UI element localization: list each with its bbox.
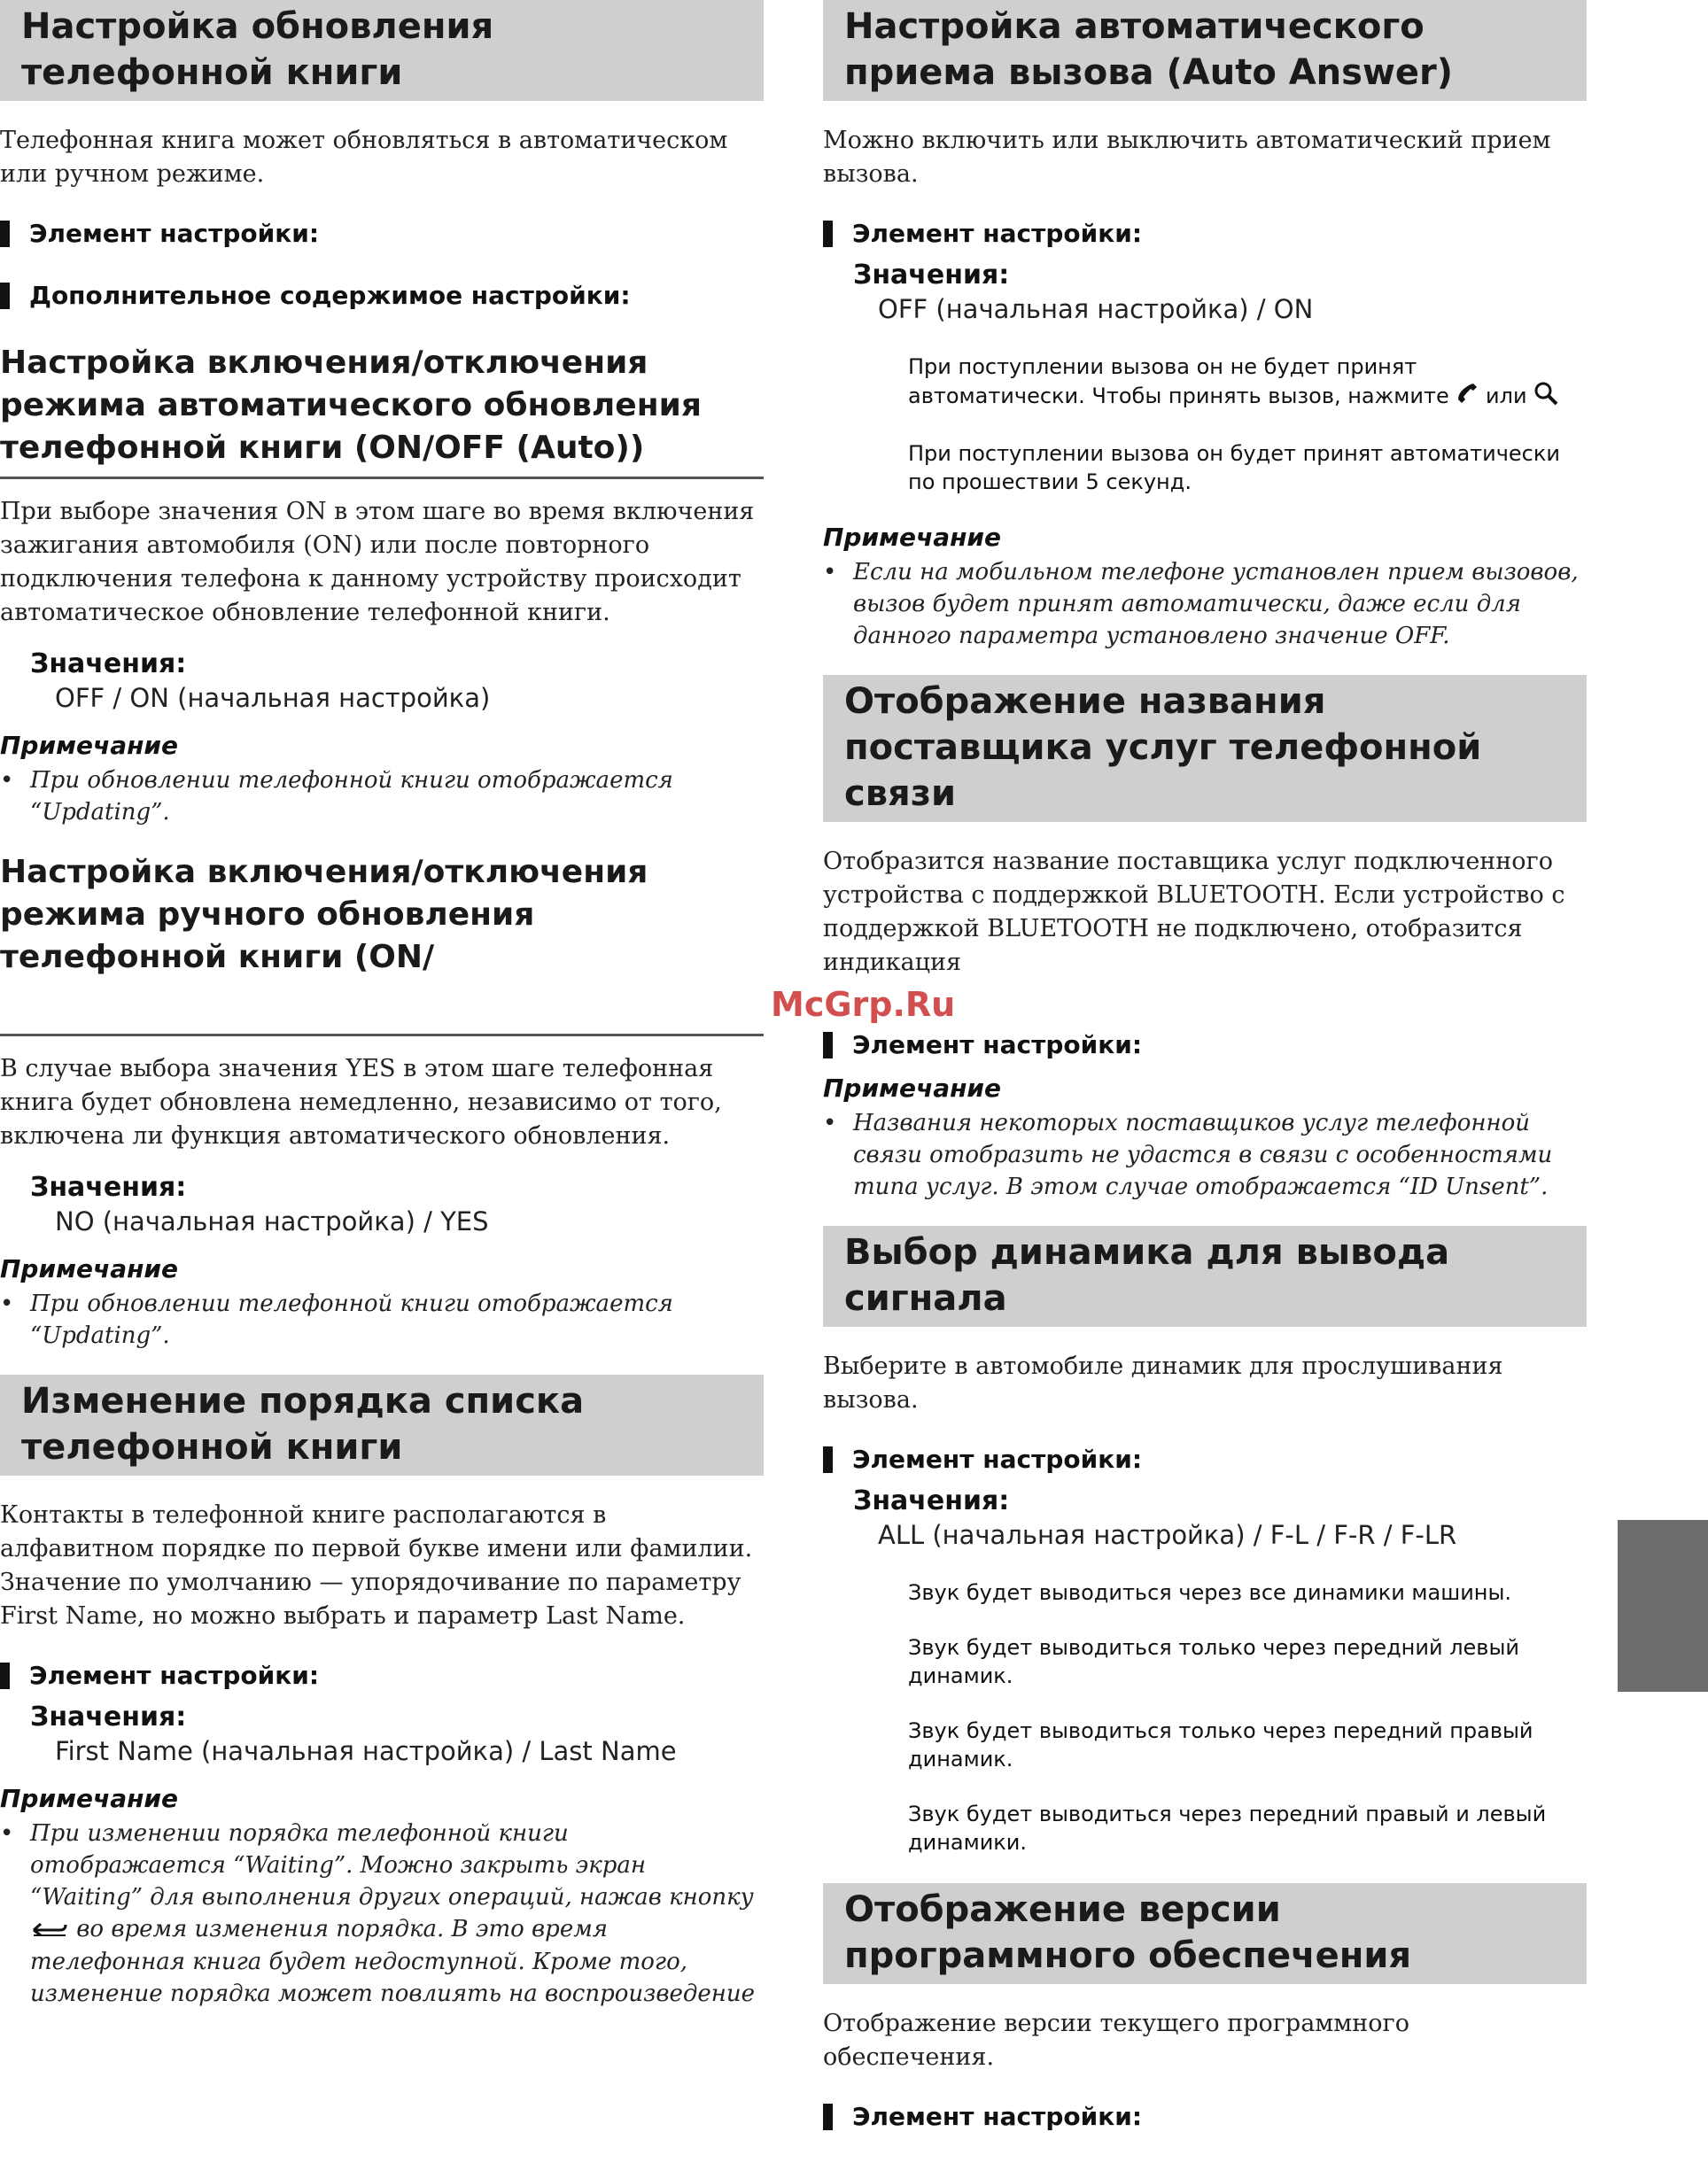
phone-icon (1456, 382, 1479, 412)
subheading-auto-update: Настройка включения/отключения режима автоматического обновления телефонной книги (ON/OFF (Auto)) (0, 342, 764, 479)
search-icon (1533, 381, 1558, 413)
note-title: Примечание (0, 1784, 179, 1813)
note-bullet: • (823, 1110, 837, 1136)
values-text: OFF (начальная настройка) / ON (878, 294, 1314, 324)
value-description-fl: Звук будет выводиться только через передний левый динамик. (908, 1635, 1519, 1688)
software-version-intro: Отображение версии текущего программного обеспечения. (823, 2010, 1409, 2071)
section-heading-software-version: Отображение версии программного обеспечения (823, 1883, 1587, 1984)
setting-item (823, 1029, 1587, 1061)
note-bullet: • (0, 1291, 14, 1317)
desc-or: или (1486, 384, 1527, 408)
values-text: ALL (начальная настройка) / F-L / F-R / F-LR (878, 1520, 1457, 1550)
back-arrow-icon (30, 1914, 69, 1946)
values-label: Значения: (853, 1485, 1010, 1516)
note-text: Названия некоторых поставщиков услуг телефонной связи отобразить не удастся в связи с особенностями типа услуг. В этом случае отображается “ID Unsent”. (853, 1110, 1553, 1200)
side-tab (1618, 1520, 1708, 1692)
value-description-fr: Звук будет выводиться только через передний правый динамик. (908, 1718, 1533, 1771)
note-bullet: • (823, 559, 837, 585)
setting-item-label: Элемент настройки: (29, 1661, 320, 1690)
sort-order-body-2: Значение по умолчанию — упорядочивание по параметру First Name, но можно выбрать и параметр Last Name. (0, 1569, 741, 1630)
auto-update-body: При выборе значения ON в этом шаге во время включения зажигания автомобиля (ON) или после повторного подключения телефона к данному устройству происходит автоматическое обновление телефонной книги. (0, 498, 755, 626)
subheading-manual-update: Настройка включения/отключения режима ручного обновления телефонной книги (ON/ (0, 851, 764, 1036)
note (0, 1818, 764, 2010)
value-description-flr: Звук будет выводиться через передний правый и левый динамики. (908, 1802, 1547, 1855)
watermark: McGrp.Ru (771, 985, 956, 1024)
bullet-bar (0, 283, 10, 309)
phonebook-update-intro: Телефонная книга может обновляться в автоматическом или ручном режиме. (0, 127, 728, 188)
note (0, 1288, 764, 1352)
note-text: Если на мобильном телефоне установлен прием вызовов, вызов будет принят автоматически, даже если для данного параметра установлено значение OFF. (853, 559, 1579, 649)
bullet-bar (823, 221, 833, 247)
note-text-part1: При изменении порядка телефонной книги отображается “Waiting”. Можно закрыть экран “Waiting” для выполнения других операций, нажав кнопку (30, 1820, 754, 1911)
note-text: При обновлении телефонной книги отображается “Updating”. (30, 767, 673, 826)
setting-item (823, 218, 1587, 250)
setting-item-label: Элемент настройки: (852, 1445, 1143, 1474)
setting-item (0, 1660, 764, 1692)
note-text: При обновлении телефонной книги отображается “Updating”. (30, 1291, 673, 1349)
speaker-intro: Выберите в автомобиле динамик для прослушивания вызова. (823, 1353, 1503, 1414)
values-label: Значения: (30, 1702, 187, 1733)
note (0, 764, 764, 828)
right-column (823, 0, 1587, 2163)
value-description-on: При поступлении вызова он будет принят автоматически по прошествии 5 секунд. (908, 441, 1560, 494)
provider-name-body: Отобразится название поставщика услуг подключенного устройства с поддержкой BLUETOOTH. Если устройство с поддержкой BLUETOOTH не подключено, отобразится индикация (823, 848, 1565, 976)
note-bullet: • (0, 1820, 14, 1847)
section-heading-sort-order: Изменение порядка списка телефонной книги (0, 1375, 764, 1476)
desc-text: При поступлении вызова он не будет принят автоматически. Чтобы принять вызов, нажмите (908, 354, 1449, 408)
setting-item-label: Элемент настройки: (852, 2102, 1143, 2131)
setting-item (0, 218, 764, 250)
setting-item-label: Элемент настройки: (852, 1030, 1143, 1059)
section-heading-phonebook-update: Настройка обновления телефонной книги (0, 0, 764, 101)
additional-setting-item (0, 280, 764, 312)
section-heading-provider-name: Отображение названия поставщика услуг телефонной связи (823, 675, 1587, 822)
setting-item-label: Элемент настройки: (852, 219, 1143, 248)
note (823, 1107, 1587, 1203)
values-label: Значения: (853, 260, 1010, 291)
setting-item (823, 1444, 1587, 1476)
note (823, 556, 1587, 652)
values-text: First Name (начальная настройка) / Last Name (55, 1736, 677, 1766)
setting-item (823, 2101, 1587, 2133)
sort-order-body-1: Контакты в телефонной книге располагаются в алфавитном порядке по первой букве имени или фамилии. (0, 1501, 753, 1562)
note-title: Примечание (823, 523, 1002, 552)
note-bullet: • (0, 767, 14, 794)
bullet-bar (823, 1446, 833, 1473)
bullet-bar (823, 1032, 833, 1058)
values-text: OFF / ON (начальная настройка) (55, 683, 491, 713)
setting-item-label: Элемент настройки: (29, 219, 320, 248)
values-label: Значения: (30, 1172, 187, 1203)
section-heading-auto-answer: Настройка автоматического приема вызова (Auto Answer) (823, 0, 1587, 101)
bullet-bar (823, 2104, 833, 2130)
note-title: Примечание (0, 1254, 179, 1283)
note-title: Примечание (0, 731, 179, 760)
values-label: Значения: (30, 648, 187, 679)
value-description-all: Звук будет выводиться через все динамики машины. (908, 1580, 1512, 1605)
note-text (30, 1818, 764, 2010)
note-title: Примечание (823, 1074, 1002, 1103)
values-text: NO (начальная настройка) / YES (55, 1206, 489, 1237)
additional-setting-label: Дополнительное содержимое настройки: (29, 281, 631, 310)
bullet-bar (0, 221, 10, 247)
auto-answer-intro: Можно включить или выключить автоматический прием вызова. (823, 127, 1551, 188)
left-column (0, 0, 764, 2033)
manual-update-body: В случае выбора значения YES в этом шаге телефонная книга будет обновлена немедленно, независимо от того, включена ли функция автоматического обновления. (0, 1055, 722, 1150)
value-description-off (908, 353, 1569, 413)
bullet-bar (0, 1663, 10, 1689)
section-heading-speaker: Выбор динамика для вывода сигнала (823, 1226, 1587, 1327)
note-text-part2: во время изменения порядка. В это время телефонная книга будет недоступной. Кроме того, изменение порядка может повлиять на воспроизведение (30, 1916, 755, 2007)
